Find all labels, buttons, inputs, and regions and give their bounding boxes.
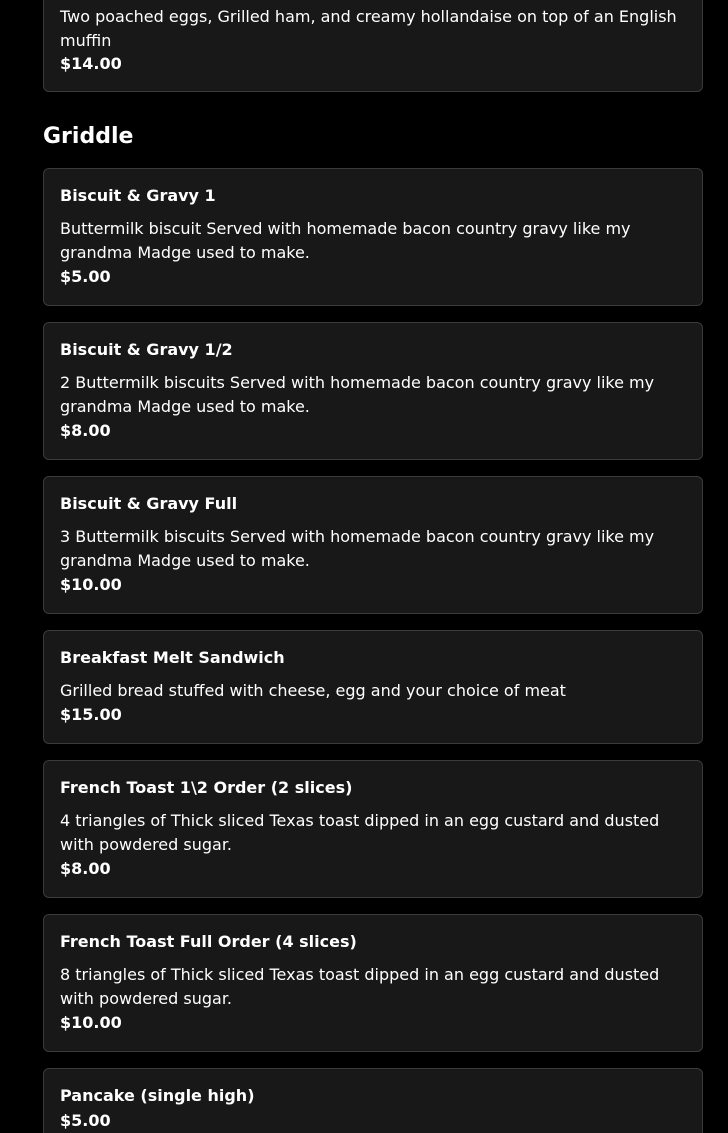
section-title: Griddle: [43, 124, 134, 149]
item-description: 2 Buttermilk biscuits Served with homemade bacon country gravy like my grandma Madge used to make.: [60, 373, 655, 416]
item-description: 8 triangles of Thick sliced Texas toast dipped in an egg custard and dusted with powdered sugar.: [60, 965, 660, 1008]
menu-item-card[interactable]: [43, 0, 703, 92]
item-price: $8.00: [60, 421, 111, 440]
item-name: Biscuit & Gravy Full: [60, 494, 238, 513]
item-price: $14.00: [60, 54, 122, 73]
item-price: $10.00: [60, 575, 122, 594]
item-description: 3 Buttermilk biscuits Served with homemade bacon country gravy like my grandma Madge used to make.: [60, 527, 655, 570]
menu-item-card[interactable]: [43, 168, 703, 306]
menu-item-card[interactable]: [43, 760, 703, 898]
item-name: French Toast Full Order (4 slices): [60, 932, 357, 951]
menu-item-card[interactable]: [43, 322, 703, 460]
item-price: $15.00: [60, 705, 122, 724]
item-description: Two poached eggs, Grilled ham, and creamy hollandaise on top of an English muffin: [60, 7, 677, 50]
item-price: $5.00: [60, 1111, 111, 1130]
menu-item-card[interactable]: [43, 1068, 703, 1133]
item-price: $8.00: [60, 859, 111, 878]
item-name: Breakfast Melt Sandwich: [60, 648, 285, 667]
item-name: Biscuit & Gravy 1/2: [60, 340, 233, 359]
item-description: Buttermilk biscuit Served with homemade bacon country gravy like my grandma Madge used to make.: [60, 219, 631, 262]
menu-item-card[interactable]: [43, 630, 703, 744]
item-name: Biscuit & Gravy 1: [60, 186, 216, 205]
menu-item-card[interactable]: [43, 914, 703, 1052]
item-price: $10.00: [60, 1013, 122, 1032]
item-name: French Toast 1\2 Order (2 slices): [60, 778, 353, 797]
item-price: $5.00: [60, 267, 111, 286]
item-description: 4 triangles of Thick sliced Texas toast dipped in an egg custard and dusted with powdered sugar.: [60, 811, 660, 854]
item-description: Grilled bread stuffed with cheese, egg and your choice of meat: [60, 681, 566, 700]
item-name: Pancake (single high): [60, 1086, 255, 1105]
menu-item-card[interactable]: [43, 476, 703, 614]
